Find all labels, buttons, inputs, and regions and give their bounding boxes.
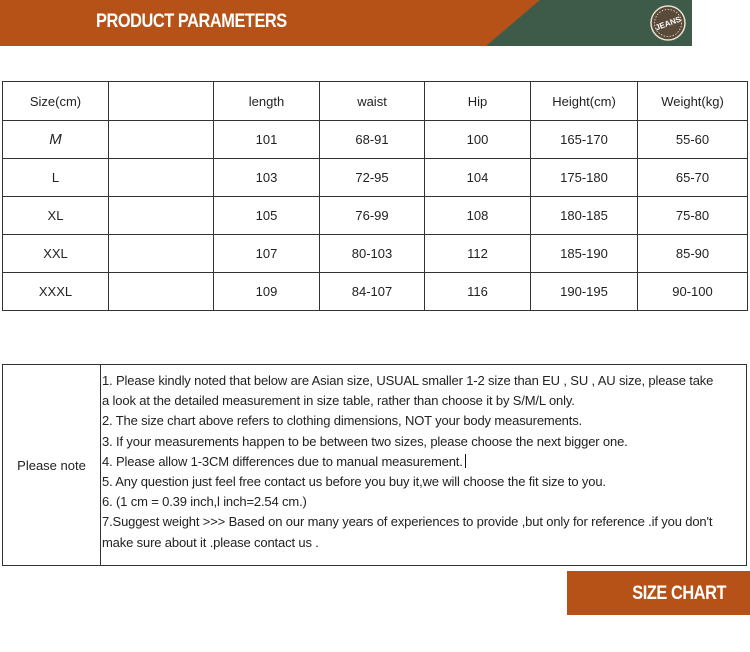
size-table-header-cell: Height(cm) bbox=[531, 82, 638, 121]
size-table-cell: M bbox=[3, 121, 109, 159]
header-banner bbox=[0, 0, 692, 46]
size-table-cell: 80-103 bbox=[320, 235, 425, 273]
size-table-header-row bbox=[3, 82, 748, 121]
size-table-cell: 55-60 bbox=[638, 121, 748, 159]
size-table-header-cell: Hip bbox=[425, 82, 531, 121]
note-line-text: a look at the detailed measurement in size table, rather than choose it by S/M/L only. bbox=[102, 393, 575, 409]
size-table-cell bbox=[109, 273, 214, 311]
note-line bbox=[102, 371, 744, 391]
size-table-row bbox=[3, 197, 748, 235]
size-table-cell: 85-90 bbox=[638, 235, 748, 273]
size-table-cell: 107 bbox=[214, 235, 320, 273]
size-table-cell: 108 bbox=[425, 197, 531, 235]
size-table-cell: 103 bbox=[214, 159, 320, 197]
size-table-header-cell: Weight(kg) bbox=[638, 82, 748, 121]
size-table-cell: L bbox=[3, 159, 109, 197]
size-table-header-cell bbox=[109, 82, 214, 121]
size-table-cell bbox=[109, 121, 214, 159]
note-label: Please note bbox=[3, 365, 101, 566]
size-table-cell: 84-107 bbox=[320, 273, 425, 311]
size-table-header-cell: waist bbox=[320, 82, 425, 121]
size-table-cell: 109 bbox=[214, 273, 320, 311]
text-cursor bbox=[465, 454, 466, 468]
size-table-cell: 112 bbox=[425, 235, 531, 273]
badge-text: JEANS bbox=[654, 14, 683, 33]
size-table-cell: XXL bbox=[3, 235, 109, 273]
size-table-cell: 75-80 bbox=[638, 197, 748, 235]
size-table-cell: 65-70 bbox=[638, 159, 748, 197]
note-line-text: make sure about it .please contact us . bbox=[102, 534, 319, 550]
size-table-row bbox=[3, 235, 748, 273]
size-table-cell: 90-100 bbox=[638, 273, 748, 311]
size-table-header-cell: Size(cm) bbox=[3, 82, 109, 121]
size-table-cell bbox=[109, 159, 214, 197]
size-table-cell: 165-170 bbox=[531, 121, 638, 159]
size-table-row bbox=[3, 273, 748, 311]
size-table-row bbox=[3, 159, 748, 197]
size-table-cell: 100 bbox=[425, 121, 531, 159]
size-table-cell: 101 bbox=[214, 121, 320, 159]
note-line-text: 7.Suggest weight >>> Based on our many years of experiences to provide ,but only for reference .if you don't bbox=[102, 514, 713, 530]
banner-title: PRODUCT PARAMETERS bbox=[96, 11, 287, 32]
note-line bbox=[102, 391, 744, 411]
size-table-row bbox=[3, 121, 748, 159]
note-line-text: 4. Please allow 1-3CM differences due to manual measurement. bbox=[102, 453, 463, 469]
size-table-cell: XXXL bbox=[3, 273, 109, 311]
size-table-cell: 72-95 bbox=[320, 159, 425, 197]
note-line bbox=[102, 411, 744, 431]
note-table bbox=[2, 364, 747, 566]
note-line-text: 1. Please kindly noted that below are Asian size, USUAL smaller 1-2 size than EU , SU , AU size, please take bbox=[102, 373, 714, 388]
note-content bbox=[101, 365, 747, 566]
note-line-text: 2. The size chart above refers to clothing dimensions, NOT your body measurements. bbox=[102, 413, 583, 429]
note-line-text: 5. Any question just feel free contact us before you buy it,we will choose the fit size to you. bbox=[102, 474, 606, 490]
size-table-cell: 104 bbox=[425, 159, 531, 197]
size-table-cell: 116 bbox=[425, 273, 531, 311]
size-chart-footer bbox=[567, 571, 750, 615]
note-line bbox=[102, 512, 744, 532]
size-table-cell: XL bbox=[3, 197, 109, 235]
note-line bbox=[102, 452, 744, 472]
size-table-cell: 76-99 bbox=[320, 197, 425, 235]
jeans-badge-icon bbox=[649, 4, 687, 42]
note-line bbox=[102, 533, 744, 553]
size-table-header-cell: length bbox=[214, 82, 320, 121]
footer-label: SIZE CHART bbox=[632, 583, 726, 604]
size-table-cell bbox=[109, 197, 214, 235]
size-table-cell: 185-190 bbox=[531, 235, 638, 273]
note-line bbox=[102, 432, 744, 452]
size-table-cell: 68-91 bbox=[320, 121, 425, 159]
note-line-text: 3. If your measurements happen to be between two sizes, please choose the next bigger one. bbox=[102, 433, 628, 449]
note-line-text: 6. (1 cm = 0.39 inch,l inch=2.54 cm.) bbox=[102, 494, 307, 510]
size-table-cell: 105 bbox=[214, 197, 320, 235]
size-table-cell: 180-185 bbox=[531, 197, 638, 235]
size-table-cell: 190-195 bbox=[531, 273, 638, 311]
note-line bbox=[102, 492, 744, 512]
size-table bbox=[2, 81, 748, 311]
size-table-cell bbox=[109, 235, 214, 273]
size-table-cell: 175-180 bbox=[531, 159, 638, 197]
note-line bbox=[102, 472, 744, 492]
